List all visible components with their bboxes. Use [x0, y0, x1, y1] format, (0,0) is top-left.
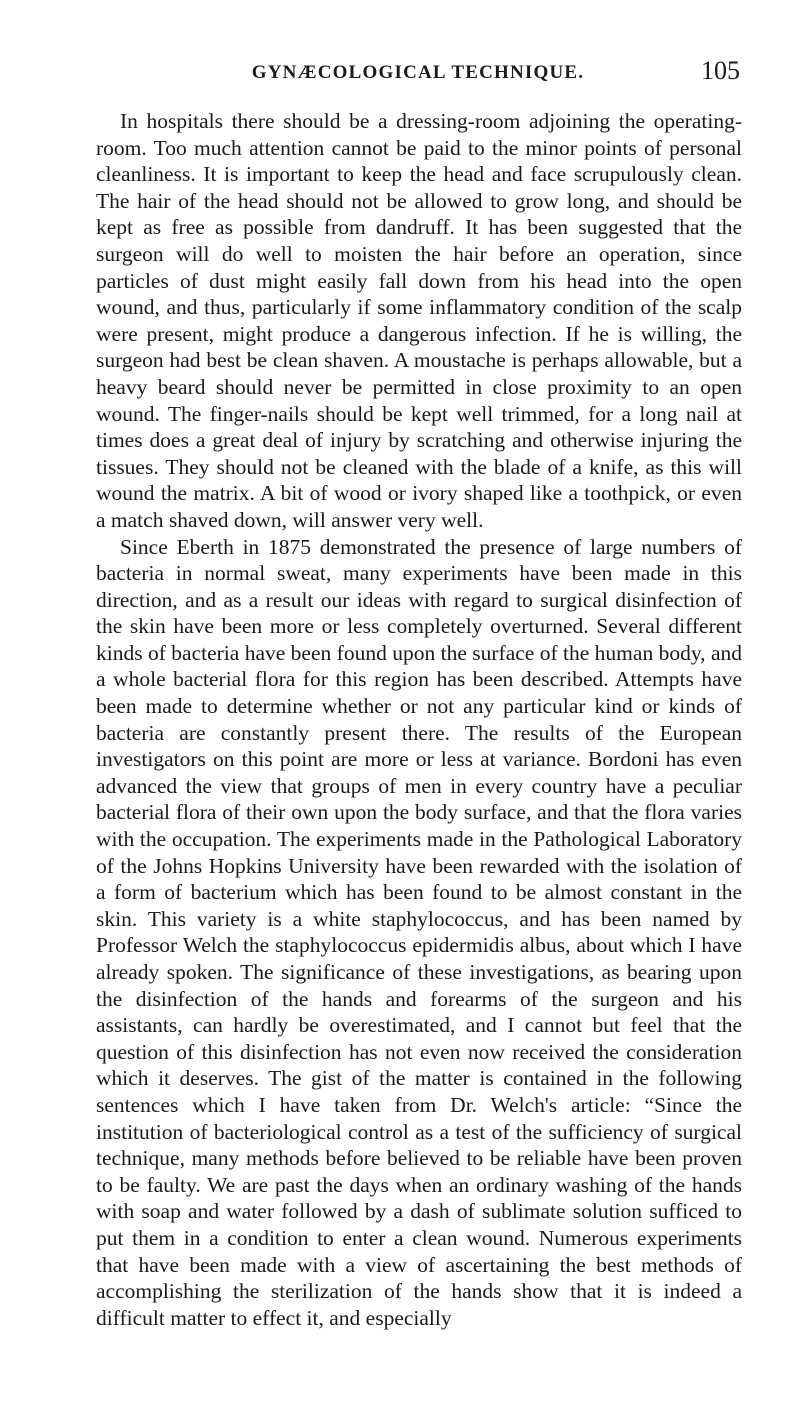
paragraph-bacteria-skin: Since Eberth in 1875 demonstrated the presence of large numbers of bacteria in normal sweat, many experiments have been made in this direction, and as a result our ideas with regard to surgical disinfection of the skin have been more or less completely overturned. Several different kinds of bacteria have been found upon the surface of the human body, and a whole bacterial flora for this region has been described. Attempts have been made to determine whether or not any particular kind or kinds of bacteria are constantly present there. The results of the European investigators on this point are more or less at variance. Bordoni has even advanced the view that groups of men in every country have a peculiar bacterial flora of their own upon the body surface, and that the flora varies with the occupation. The experiments made in the Pathological Laboratory of the Johns Hopkins University have been rewarded with the isolation of a form of bacterium which has been found to be almost constant in the skin. This variety is a white staphylococcus, and has been named by Professor Welch the staphylococcus epidermidis albus, about which I have already spoken. The significance of these investigations, as bearing upon the disinfection of the hands and forearms of the surgeon and his assistants, can hardly be overestimated, and I cannot but feel that the question of this disinfection has not even now received the consideration which it deserves. The gist of the matter is contained in the following sentences which I have taken from Dr. Welch's article: “Since the institution of bacteriological control as a test of the sufficiency of surgical technique, many methods before believed to be reliable have been proven to be faulty. We are past the days when an ordinary washing of the hands with soap and water followed by a dash of sublimate solution sufficed to put them in a condition to enter a clean wound. Numerous experiments that have been made with a view of ascertaining the best methods of accomplishing the sterilization of the hands show that it is indeed a difficult matter to effect it, and especially: [96, 534, 742, 1330]
page-number: 105: [701, 56, 740, 85]
running-title: GYNÆCOLOGICAL TECHNIQUE.: [251, 62, 585, 83]
running-head: [96, 56, 740, 90]
paragraph-hospital-cleanliness: In hospitals there should be a dressing-room adjoining the operating-room. Too much attention cannot be paid to the minor points of personal cleanliness. It is important to keep the head and face scrupulously clean. The hair of the head should not be allowed to grow long, and should be kept as free as possible from dandruff. It has been suggested that the surgeon will do well to moisten the hair before an operation, since particles of dust might easily fall down from his head into the open wound, and thus, particularly if some inflammatory condition of the scalp were present, might produce a dangerous infection. If he is willing, the surgeon had best be clean shaven. A moustache is perhaps allowable, but a heavy beard should never be permitted in close proximity to an open wound. The finger-nails should be kept well trimmed, for a long nail at times does a great deal of injury by scratching and otherwise injuring the tissues. They should not be cleaned with the blade of a knife, as this will wound the matrix. A bit of wood or ivory shaped like a toothpick, or even a match shaved down, will answer very well.: [96, 109, 742, 532]
body-text: [96, 108, 742, 1331]
